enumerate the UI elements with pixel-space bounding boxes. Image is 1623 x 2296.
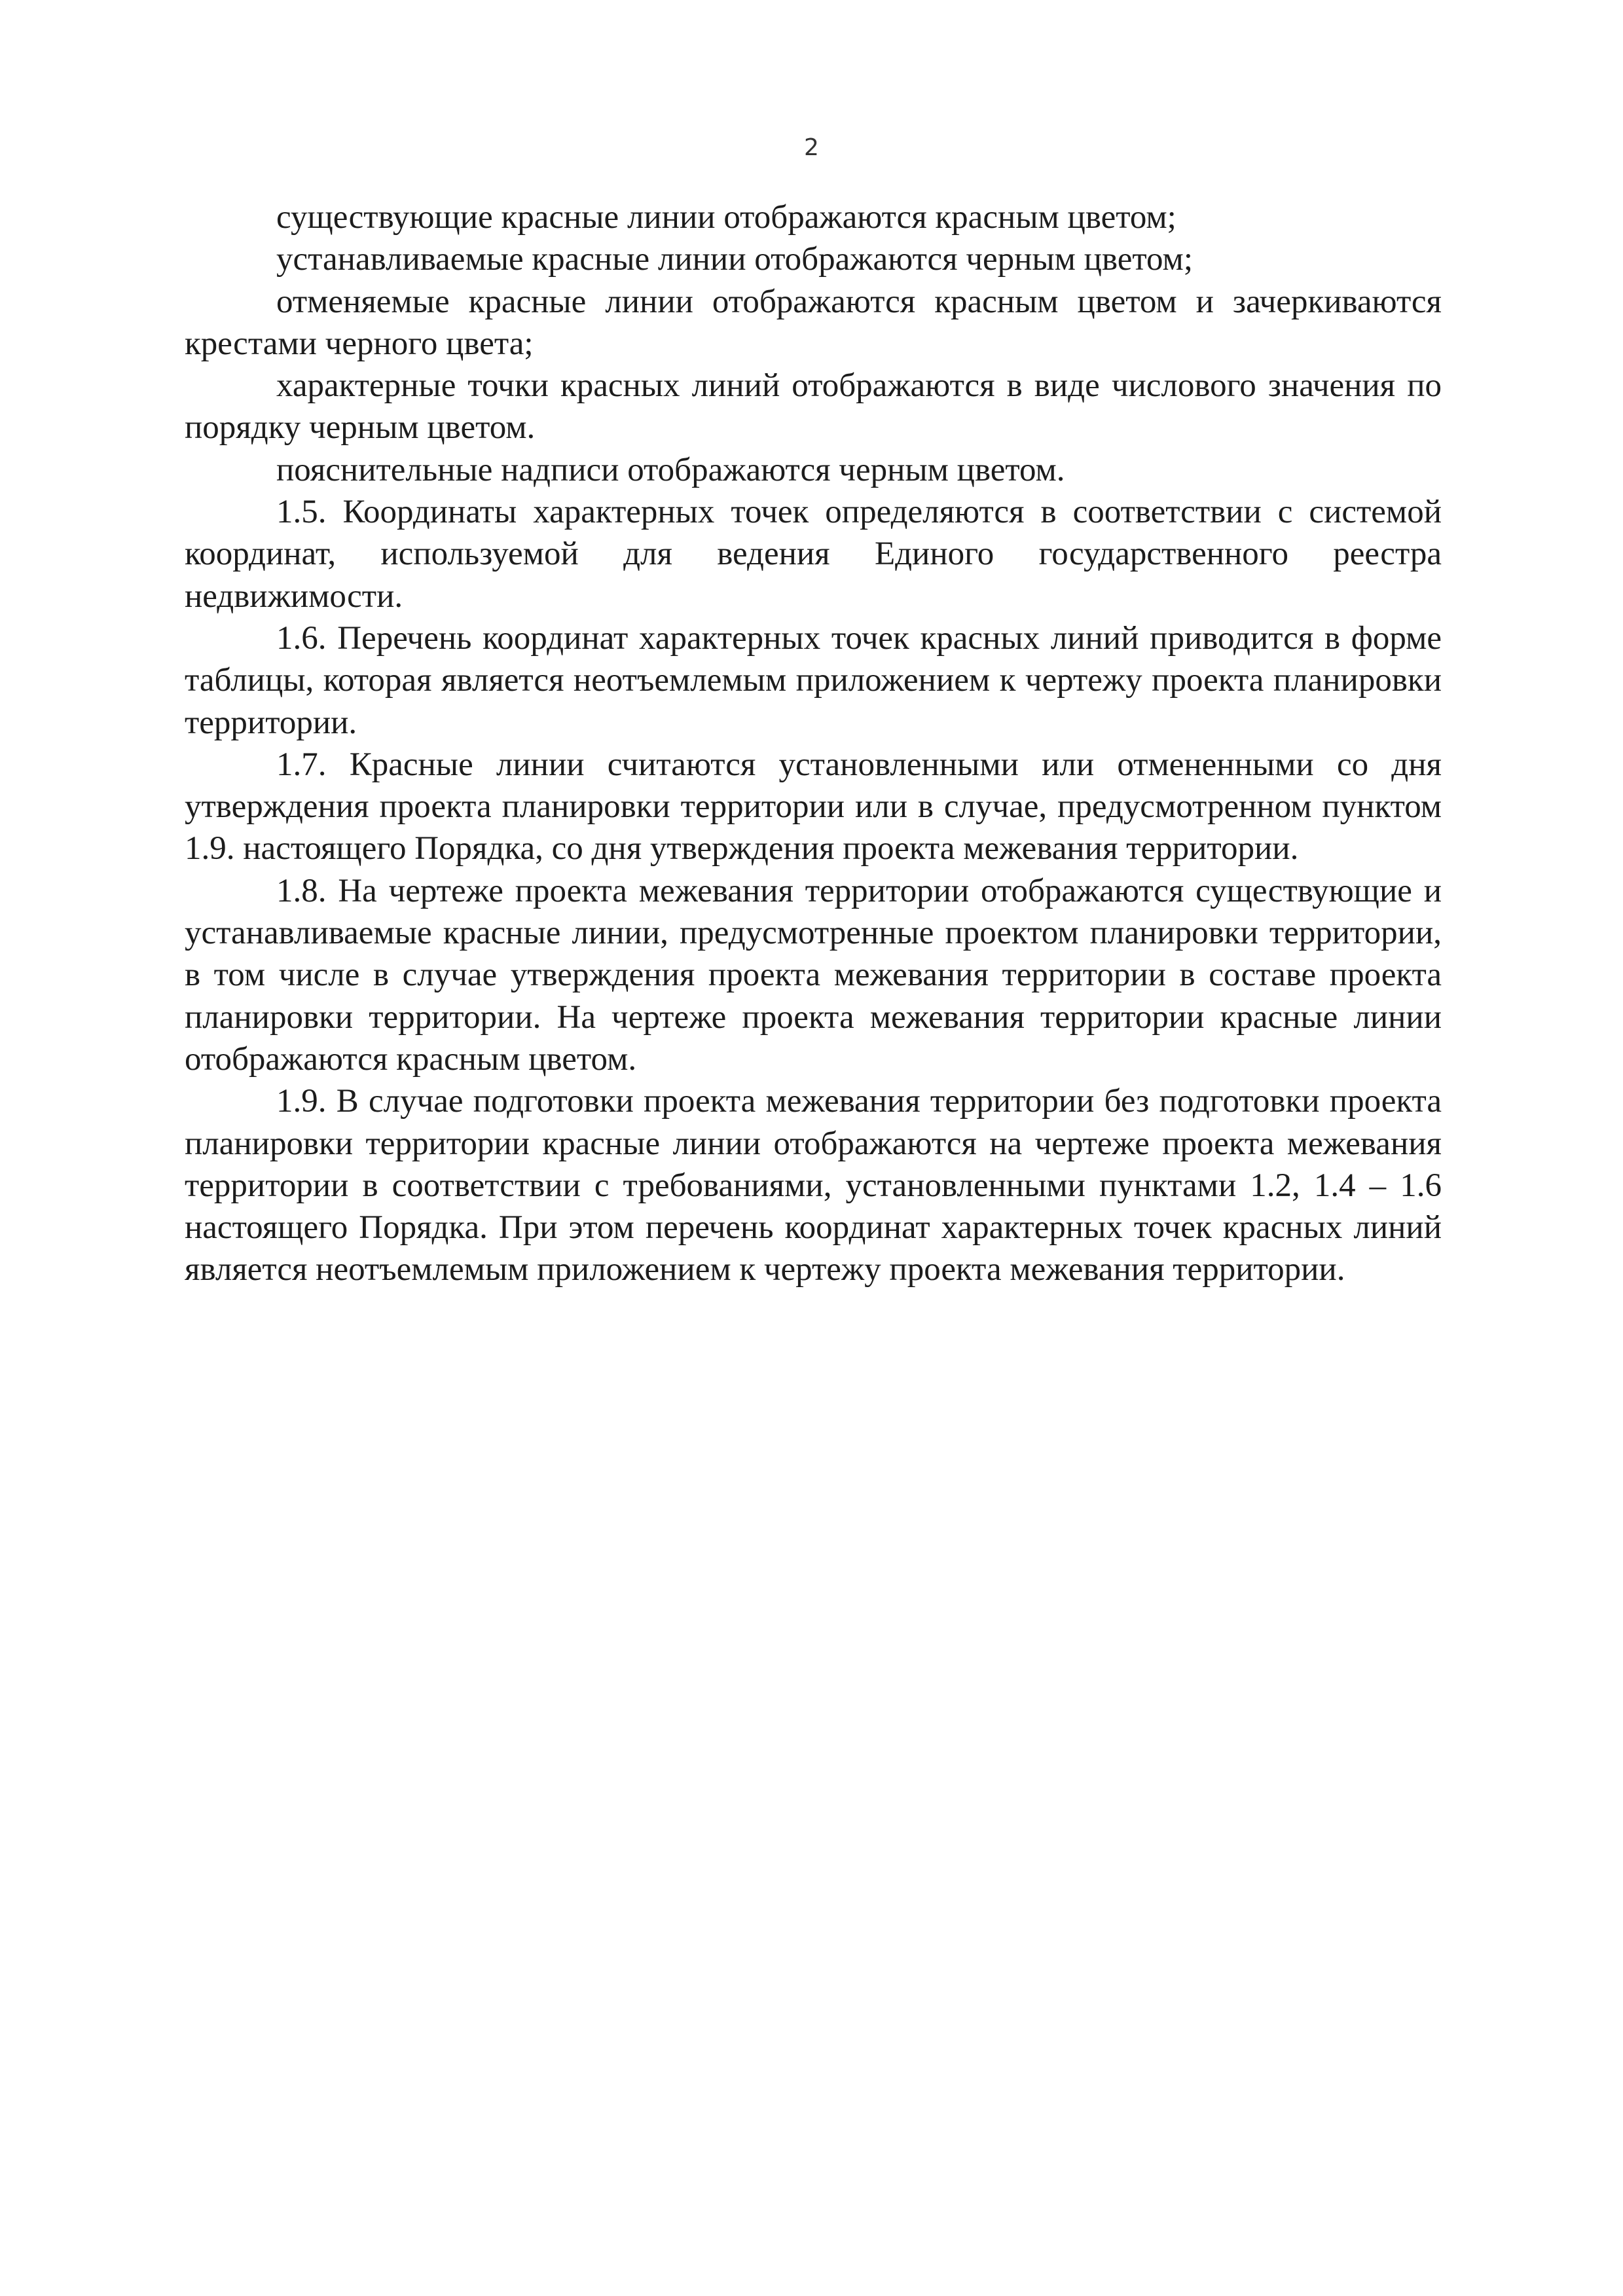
document-body [185,196,1442,1291]
clause-1-5: 1.5. Координаты характерных точек определяются в соответствии с системой координат, используемой для ведения Единого государственного реестра недвижимости. [185,494,1442,615]
clause-1-6: 1.6. Перечень координат характерных точек красных линий приводится в форме таблицы, которая является неотъемлемым приложением к чертежу проекта планировки территории. [185,619,1442,741]
paragraph-cancelled-lines: отменяемые красные линии отображаются красным цветом и зачеркиваются крестами черного цвета; [185,283,1442,362]
clause-1-7: 1.7. Красные линии считаются установленными или отмененными со дня утверждения проекта планировки территории или в случае, предусмотренном пунктом 1.9. настоящего Порядка, со дня утверждения проекта межевания территории. [185,746,1442,867]
paragraph-explanatory-labels: пояснительные надписи отображаются черным цветом. [276,451,1065,488]
paragraph-existing-lines: существующие красные линии отображаются красным цветом; [276,199,1176,236]
page-number: 2 [804,134,819,161]
clause-1-9: 1.9. В случае подготовки проекта межевания территории без подготовки проекта планировки территории красные линии отображаются на чертеже проекта межевания территории в соответствии с требованиями, установленными пунктами 1.2, 1.4 – 1.6 настоящего Порядка. При этом перечень координат характерных точек красных линий является неотъемлемым приложением к чертежу проекта межевания территории. [185,1083,1442,1288]
paragraph-characteristic-points: характерные точки красных линий отображаются в виде числового значения по порядку черным цветом. [185,367,1442,446]
paragraph-new-lines: устанавливаемые красные линии отображаются черным цветом; [276,241,1193,278]
clause-1-8: 1.8. На чертеже проекта межевания территории отображаются существующие и устанавливаемые красные линии, предусмотренные проектом планировки территории, в том числе в случае утверждения проекта межевания территории в составе проекта планировки территории. На чертеже проекта межевания территории красные линии отображаются красным цветом. [185,872,1442,1078]
